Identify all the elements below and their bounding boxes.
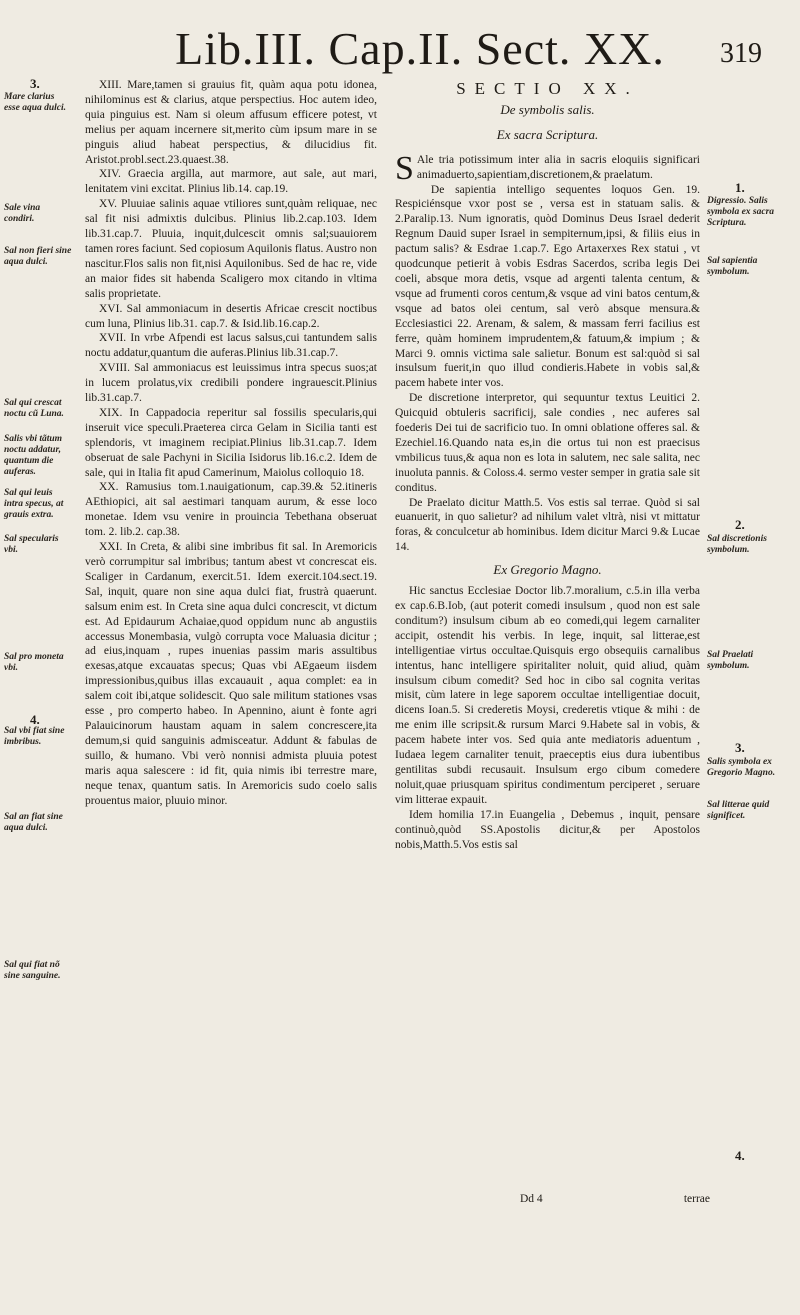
paragraph: XIX. In Cappadocia reperitur sal fossilis specularis,qui inseruit vice speculi.Praeterea circa Gelam in Sicilia tanti est splendoris, vt imaginem recipiat.Plinius lib.31.cap.7. Idem obseruat de sale Pachyni in Sicilia Isidorus lib.16.c.2. Idem de sale, qui in Italia fit apud Camerinum, Maiolus colloquio 18. xyxy=(85,406,377,479)
margin-note: Salis vbi tãtum noctu addatur, quantum die auferas. xyxy=(4,434,63,477)
paragraph: XV. Pluuiae salinis aquae vtiliores sunt,quàm reliquae, nec sal fit nisi admixtis dulcibus. Plinius lib.2.cap.103. Idem lib.31.cap.7. Pluuia, inquit,dulcescit omnis sal;suauiorem tamen rores faciunt. Sed copiosum Aquilonis flatus. Austro non nascitur.Flos salis non fit,nisi Aquilonibus. Sed de hac re, vide an maior fides sit habenda Scaligero mox citando in vltima salis proprietate. xyxy=(85,198,377,300)
opening-paragraph xyxy=(395,149,700,187)
section-subtitle: De symbolis salis. xyxy=(500,101,595,117)
margin-number: 3. xyxy=(735,740,745,755)
paragraph: XVIII. Sal ammoniacus est leuissimus intra specus suos;at in lucem prolatus,vix credibili pondere ingrauescit.Plinius lib.31.cap.7. xyxy=(85,362,377,405)
margin-note: Sal qui crescat noctu cũ Luna. xyxy=(4,398,64,419)
paragraph: XVI. Sal ammoniacum in desertis Africae crescit noctibus cum luna, Plinius lib.31. cap.7. & Isid.lib.16.cap.2. xyxy=(85,302,377,330)
margin-note: Sal qui leuis intra specus, at grauis extra. xyxy=(4,488,64,520)
margin-number: 4. xyxy=(30,712,40,727)
right-text-column xyxy=(395,78,700,852)
section-subheading: Ex sacra Scriptura. xyxy=(496,126,599,142)
left-text-column xyxy=(85,78,377,808)
paragraph: XXI. In Creta, & alibi sine imbribus fit sal. In Aremoricis verò corrumpitur sal imbribus; tantum abest vt concrescat eis. Scaliger in Cardanum, exercit.51. Idem exercit.104.sect.19. Sal, inquit, quare non sine aqua dulci fiat, frustrà quaerunt. salsum enim est. In Creta sine aqua dulci concrescit, vt dictum est. Ad Epidaurum Achaiae,quod oppidum nunc ab angustiis accessus Monembasia, vulgò corrupta voce Maluasia dicitur ; ad eius,inquam , rupes inuenias passim maris assultibus exesas,atque excauatas specus; Quas vbi AEgaeum iisdem impressionibus,quibus illas excauauit , aqua complet: ea in salem coit ibi,atque solidescit. Quo sale militum stationes vsas esse , pro comperto habeo. In Apennino, aiunt è fonte agri Palauicinorum haustam aquam in salem concrescere,ita demum,si quid sanguinis admisceatur. Addunt & fabulas de suillo, & humano. Vbi verò nonnisi admista pluuia potest maris aqua salescere : id fit, quia nimis ibi terrestre mare, neque tenax, quantum satis. In Aremoricis sudo coelo salis prouentus maior, pluuio minor. xyxy=(85,541,377,807)
margin-note: Sal litterae quid significet. xyxy=(707,800,770,821)
paragraph: XVII. In vrbe Afpendi est lacus salsus,cui tantundem salis noctu addatur,quantum die auferas.Plinius lib.31.cap.7. xyxy=(85,332,377,360)
margin-note: Sal discretionis symbolum. xyxy=(707,534,767,555)
margin-note: Digressio. Salis symbola ex sacra Scriptura. xyxy=(707,196,775,228)
margin-number: 1. xyxy=(735,180,745,195)
section-subheading: Ex Gregorio Magno. xyxy=(493,562,602,578)
page-number: 319 xyxy=(720,38,762,69)
catchword: terrae xyxy=(683,1193,710,1205)
running-head: Lib.III. Cap.II. Sect. XX. xyxy=(175,23,665,74)
paragraph: Hic sanctus Ecclesiae Doctor lib.7.moralium, c.5.in illa verba ex cap.6.B.Iob, (aut poterit comedi insulsum , quod non est sale conditum?) insulsum cibum ab eo comedi,qui legem carnaliter accipit, ostendit his verbis. In lege, inquit, sal litterae,est intelligentiae virtus occultae.Quisquis ergo obsequiis carnalibus intentus, hanc intelligere spiritaliter noluit, quid aliud, quàm insulsum cibum comedit? Sed hoc in cibo sal cognita veritas misit, cùm latere in lege saporem occultae intelligentiae docuit, dicens Ioan.5. Si crederetis Moysi, crederetis vtique & mihi : de me enim ille scripsit.& rursum Marci 9.Habete sal in vobis, & pacem habete inter vos. Sed quia ante mediatoris aduentum , Iudaea legem carnaliter tenuit, praeceptis eius dura iubentibus gentilitas subdi recusauit. Insulsum ergo cibum comedere noluit,quae priusquam spiritus condimentum perciperet , seruare vim litterae expauit. xyxy=(395,585,700,806)
margin-note: Salis symbola ex Gregorio Magno. xyxy=(707,757,776,778)
paragraph: Idem homilia 17.in Euangelia , Debemus , inquit, pensare continuò,quòd SS.Apostolis dicitur,& per Apostolos nobis,Matth.5.Vos estis sal xyxy=(395,808,700,851)
signature-mark: Dd 4 xyxy=(520,1193,543,1205)
paragraph: XIV. Graecia argilla, aut marmore, aut sale, aut mari, lenitatem vini excitat. Plinius lib.14. cap.19. xyxy=(85,168,377,196)
margin-note: Sal vbi fiat sine imbribus. xyxy=(4,726,65,747)
paragraph-text: Ale tria potissimum inter alia in sacris eloquiis significari animaduerto,sapientiam,discretionem,& praelatum. xyxy=(416,153,700,181)
page-footer xyxy=(520,1193,710,1205)
margin-note: Sal an fiat sine aqua dulci. xyxy=(4,812,63,833)
paragraph: XIII. Mare,tamen si grauius fit, quàm aqua potu idonea, nihilominus est & clarius, atque perspectius. Hoc autem ideo, quia pinguius est. Nam si oleum affusum efficere potest, vt melius per aquam incernere sit,merito cùm ipsum mare in se pinguis aliud habeat perspectius, & dilucidius fit. Aristot.probl.sect.23.quaest.38. xyxy=(85,79,377,166)
margin-note: Sale vina condiri. xyxy=(4,203,41,224)
margin-number: 4. xyxy=(735,1148,745,1163)
section-title: SECTIO XX. xyxy=(456,79,639,98)
margin-note: Mare clarius esse aqua dulci. xyxy=(4,92,67,113)
margin-number: 3. xyxy=(30,76,40,91)
margin-note: Sal pro moneta vbi. xyxy=(4,652,64,673)
margin-note: Sal sapientia symbolum. xyxy=(707,256,758,277)
margin-note: Sal non fieri sine aqua dulci. xyxy=(4,246,72,267)
paragraph: De Praelato dicitur Matth.5. Vos estis sal terrae. Quòd si sal euanuerit, in quo salietur? ad nihilum valet vltrà, nisi vt mittatur foras, & conculcetur ab hominibus. Idem dicitur Marci 9.& Lucae 14. xyxy=(395,496,700,554)
paragraph: XX. Ramusius tom.1.nauigationum, cap.39.& 52.itineris AEthiopici, ait sal aestimari tanquam aurum, & esse loco monetae. Idem vsu venire in prouincia Tebethana obseruat tom. 2. lib.2. cap.38. xyxy=(85,481,377,539)
margin-note: Sal Praelati symbolum. xyxy=(707,650,754,671)
margin-note: Sal specularis vbi. xyxy=(4,534,59,555)
paragraph: De sapientia intelligo sequentes loquos Gen. 19. Respiciénsque vxor post se , versa est in statuam salis. & 2.Paralip.13. Num ignoratis, quòd Dominus Deus Israel dederit Regnum Dauid super Israel in sempiternum,ipsi, & filiis eius in pactum salis? & Esdrae 1.cap.7. Ego Artaxerxes Rex statui , vt quodcunque petierit à vobis Esdras Sacerdos, scriba legis Dei coeli, absque mora detis, vsque ad argenti talenta centum, & vsque ad frumenti coros centum,& vsque ad vini batos centum,& vsque ad batos olei centum, sal verò absque mensura.& Ecclesiastici 22. Arenam, & salem, & massam ferri facilius est ferre, quàm hominem imprudentem,& fatuum,& impium ; & Marci 9. omnis victima sale salietur. Bonum est sal:quòd si sal insulsum fuerit,in quo illud condieris.Habete in vobis sal,& pacem habete inter vos. xyxy=(395,183,700,390)
margin-note: Sal qui fiat nõ sine sanguine. xyxy=(4,960,61,981)
margin-number: 2. xyxy=(735,517,745,532)
drop-capital: S xyxy=(395,149,414,187)
paragraph: De discretione interpretor, qui sequuntur textus Leuitici 2. Quicquid obtuleris sacrificij, sale condies , nec auferes sal foederis Dei tui de sacrificio tuo. In omni oblatione offeres sal. & Ezechiel.16.Quando nata es,in die ortus tui non est praecisus vmbilicus tuus,& aqua non es lota in salutem, nec sale salita, nec inuoluta pannis. & Coloss.4. sermo vester semper in gratia sale sit conditus. xyxy=(395,392,700,494)
